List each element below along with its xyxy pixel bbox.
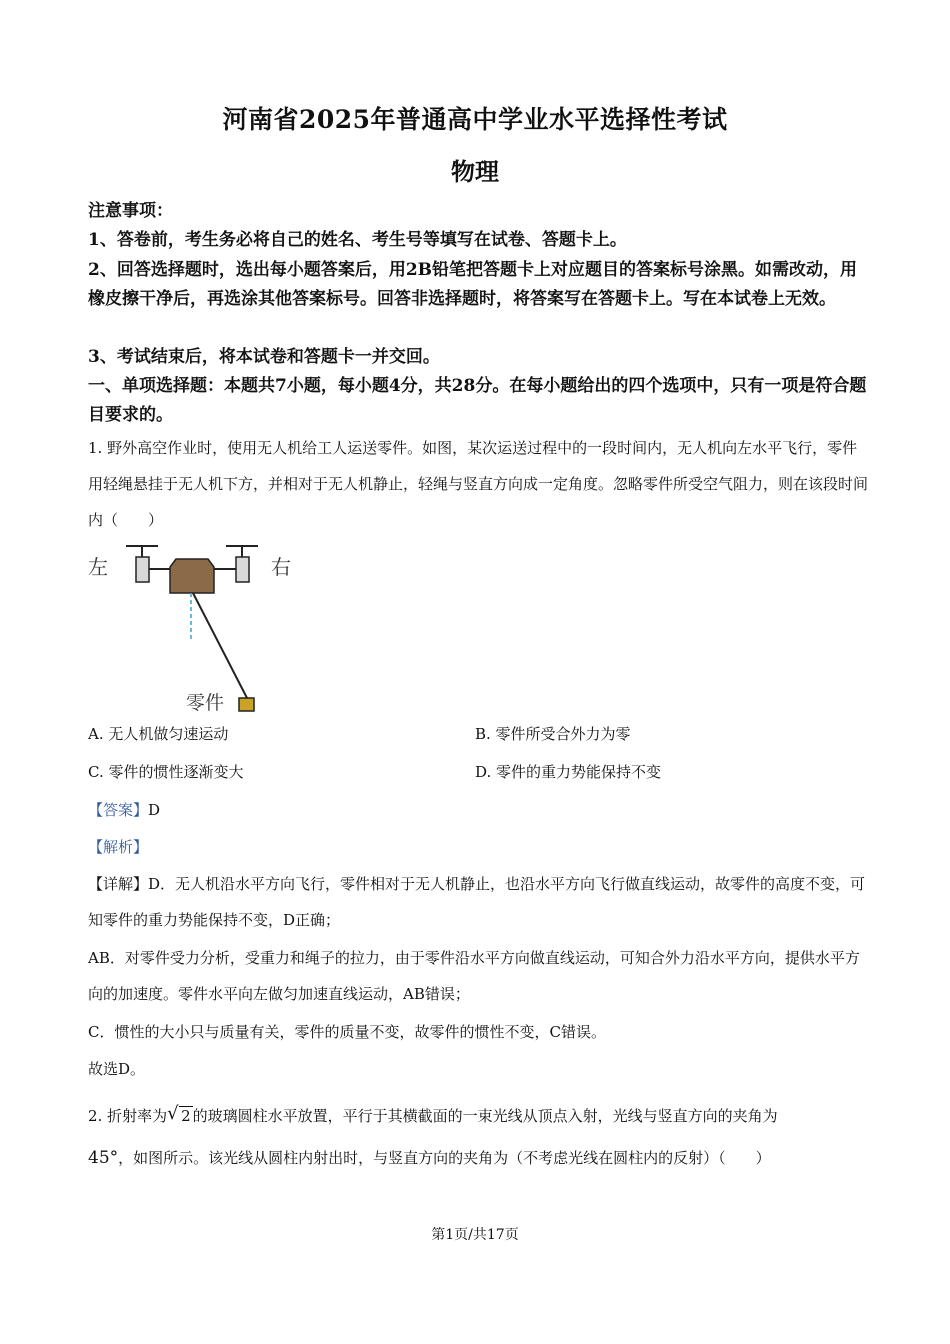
q1-option-c: C. 零件的惯性逐渐变大 bbox=[88, 763, 244, 781]
drone-body bbox=[170, 559, 214, 593]
notice-heading: 注意事项： bbox=[88, 201, 173, 221]
drone-left-rotor bbox=[126, 546, 170, 582]
radical-sign: √ bbox=[167, 1103, 179, 1124]
q1-option-d: D. 零件的重力势能保持不变 bbox=[475, 763, 662, 781]
sqrt-expression bbox=[167, 1095, 193, 1137]
figure-right-label: 右 bbox=[271, 555, 291, 579]
q1-option-b: B. 零件所受合外力为零 bbox=[475, 725, 631, 743]
figure-part-label: 零件 bbox=[186, 692, 225, 714]
rope bbox=[193, 593, 247, 698]
q1-detail-1 bbox=[88, 866, 868, 938]
q2-stem bbox=[88, 1095, 868, 1179]
drone-right-rotor bbox=[214, 546, 258, 582]
analysis-tag: 【解析】 bbox=[88, 838, 149, 856]
q1-stem: 1. 野外高空作业时，使用无人机给工人运送零件。如图，某次运送过程中的一段时间内，无人机向左水平飞行，零件用轻绳悬挂于无人机下方，并相对于无人机静止，轻绳与竖直方向成一定角度。忽略零件所受空气阻力，则在该段时间内（ ） bbox=[88, 439, 869, 529]
section-heading: 一、单项选择题：本题共7小题，每小题4分，共28分。在每小题给出的四个选项中，只有一项是符合题目要求的。 bbox=[88, 376, 867, 425]
q1-drone-figure bbox=[84, 540, 291, 715]
page-number: 第1页/共17页 bbox=[431, 1227, 519, 1243]
q1-detail-4: 故选D。 bbox=[88, 1060, 146, 1078]
q1-answer bbox=[88, 800, 160, 820]
q2-stem-before: 2. 折射率为 bbox=[88, 1107, 168, 1125]
suspended-part bbox=[239, 698, 254, 711]
exam-title: 河南省2025年普通高中学业水平选择性考试 bbox=[222, 105, 728, 134]
q2-angle: 45° bbox=[88, 1148, 119, 1168]
notice-item-3: 3、考试结束后，将本试卷和答题卡一并交回。 bbox=[88, 347, 440, 367]
radicand: 2 bbox=[181, 1107, 191, 1125]
answer-value: D bbox=[148, 801, 161, 819]
detail-tag: 【详解】 bbox=[88, 875, 149, 893]
q1-detail-3: C．惯性的大小只与质量有关，零件的质量不变，故零件的惯性不变，C错误。 bbox=[88, 1023, 606, 1041]
answer-tag: 【答案】 bbox=[88, 801, 149, 819]
q1-detail-2: AB．对零件受力分析，受重力和绳子的拉力，由于零件沿水平方向做直线运动，可知合外力沿水平方向，提供水平方向的加速度。零件水平向左做匀加速直线运动，AB错误； bbox=[88, 949, 860, 1003]
q2-stem-end: ，如图所示。该光线从圆柱内射出时，与竖直方向的夹角为（不考虑光线在圆柱内的反射）（ ） bbox=[118, 1149, 771, 1167]
detail-line-1: D．无人机沿水平方向飞行，零件相对于无人机静止，也沿水平方向飞行做直线运动，故零件的高度不变，可知零件的重力势能保持不变，D正确； bbox=[88, 875, 866, 929]
notice-item-2: 2、回答选择题时，选出每小题答案后，用2B铅笔把答题卡上对应题目的答案标号涂黑。如需改动，用橡皮擦干净后，再选涂其他答案标号。回答非选择题时，将答案写在答题卡上。写在本试卷上无效。 bbox=[88, 260, 858, 309]
figure-left-label: 左 bbox=[88, 555, 108, 579]
notice-item-1: 1、答卷前，考生务必将自己的姓名、考生号等填写在试卷、答题卡上。 bbox=[88, 230, 627, 250]
q2-stem-after: 的玻璃圆柱水平放置，平行于其横截面的一束光线从顶点入射，光线与竖直方向的夹角为 bbox=[192, 1107, 778, 1125]
q1-option-a: A. 无人机做匀速运动 bbox=[88, 725, 229, 743]
exam-subject: 物理 bbox=[451, 157, 499, 186]
